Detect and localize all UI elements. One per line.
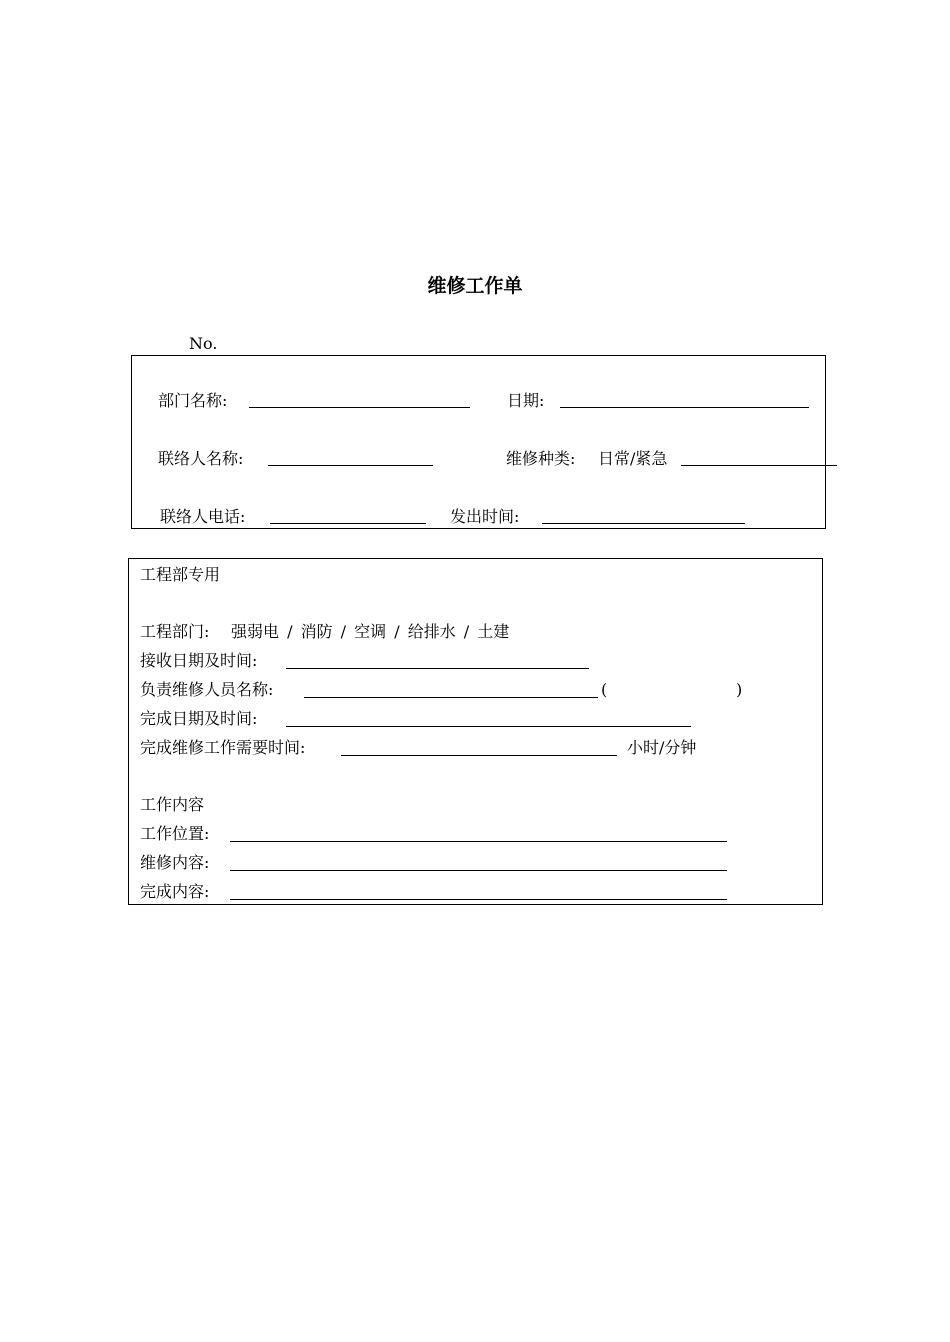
receive-time-label: 接收日期及时间:	[140, 651, 258, 670]
work-location-field[interactable]	[230, 841, 727, 842]
request-info-box	[131, 355, 826, 529]
engineering-box	[128, 558, 823, 905]
receive-time-field[interactable]	[286, 668, 589, 669]
engineering-section-title: 工程部专用	[140, 565, 221, 584]
duration-unit: 小时/分钟	[627, 738, 697, 757]
repair-staff-label: 负责维修人员名称:	[140, 680, 274, 699]
contact-phone-label: 联络人电话:	[160, 507, 246, 526]
complete-time-label: 完成日期及时间:	[140, 709, 258, 728]
engineering-dept-label: 工程部门:	[140, 622, 210, 641]
repair-type-label: 维修种类:	[506, 449, 576, 468]
repair-type-field[interactable]	[681, 465, 837, 466]
duration-field[interactable]	[341, 755, 617, 756]
date-label: 日期:	[507, 391, 545, 410]
issue-time-label: 发出时间:	[450, 507, 520, 526]
issue-time-field[interactable]	[542, 523, 745, 524]
repair-content-field[interactable]	[230, 870, 727, 871]
contact-phone-field[interactable]	[270, 523, 426, 524]
department-label: 部门名称:	[158, 391, 228, 410]
contact-name-field[interactable]	[268, 465, 433, 466]
work-section-title: 工作内容	[140, 795, 205, 814]
paren-close: )	[736, 680, 743, 699]
date-field[interactable]	[560, 407, 809, 408]
paren-open: (	[601, 680, 608, 699]
complete-content-field[interactable]	[230, 899, 727, 900]
engineering-dept-options[interactable]: 强弱电 / 消防 / 空调 / 给排水 / 土建	[231, 622, 510, 641]
complete-content-label: 完成内容:	[140, 882, 210, 901]
page-title: 维修工作单	[427, 275, 523, 297]
form-number-label: No.	[189, 334, 218, 353]
duration-label: 完成维修工作需要时间:	[140, 738, 306, 757]
repair-type-options[interactable]: 日常/紧急	[598, 449, 668, 468]
contact-name-label: 联络人名称:	[158, 449, 244, 468]
work-location-label: 工作位置:	[140, 824, 210, 843]
repair-staff-field[interactable]	[304, 697, 598, 698]
complete-time-field[interactable]	[286, 726, 691, 727]
department-field[interactable]	[249, 407, 470, 408]
repair-content-label: 维修内容:	[140, 853, 210, 872]
